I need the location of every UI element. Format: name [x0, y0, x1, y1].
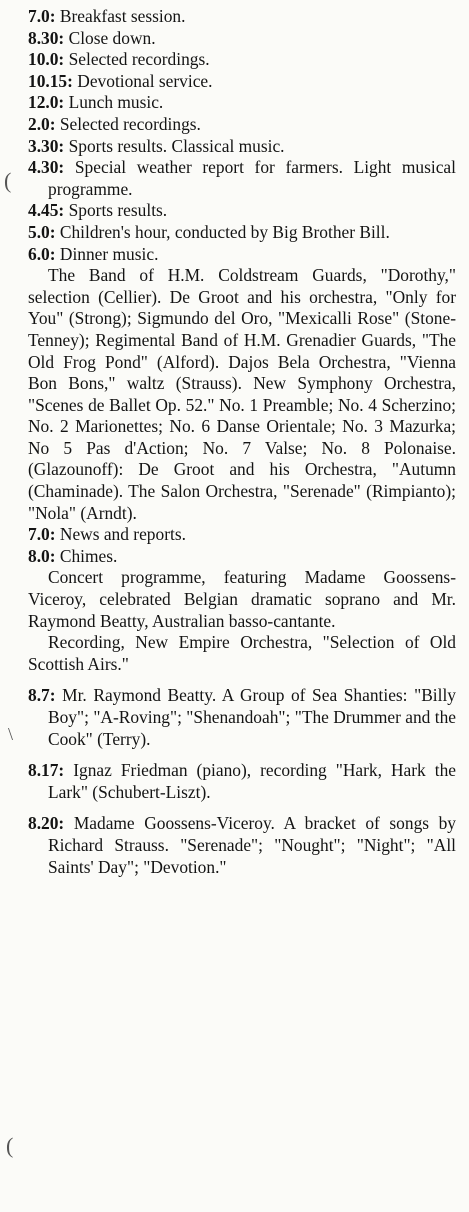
entry-time: 2.0: — [28, 113, 56, 134]
entry-time: 8.20: — [28, 813, 65, 834]
entry-text: Madame Goossens-Viceroy. A bracket of songs by Richard Strauss. "Serenade"; "Nought"; "Night"; "All Saints' Day"; "Devotion." — [48, 813, 456, 877]
concert-intro: Concert programme, featuring Madame Goossens-Viceroy, celebrated Belgian dramatic soprano and Mr. Raymond Beatty, Australian basso-cantante. — [28, 567, 456, 631]
programme-entry — [28, 244, 456, 266]
programme-entry — [28, 200, 456, 222]
margin-pencil-mark: \ — [8, 724, 14, 744]
entry-text: Sports results. — [68, 200, 168, 221]
entry-text: Mr. Raymond Beatty. A Group of Sea Shanties: "Billy Boy"; "A-Roving"; "Shenandoah"; "The Drummer and the Cook" (Terry). — [48, 685, 456, 749]
programme-entry — [28, 6, 456, 28]
programme-entry — [28, 136, 456, 158]
entry-text: Selected recordings. — [68, 49, 210, 70]
programme-entry — [28, 114, 456, 136]
entry-text: Dinner music. — [59, 243, 159, 264]
entry-text: Ignaz Friedman (piano), recording "Hark, Hark the Lark" (Schubert-Liszt). — [48, 760, 456, 802]
entry-time: 7.0: — [28, 6, 56, 26]
entry-time: 5.0: — [28, 221, 56, 242]
margin-pencil-mark: ( — [4, 168, 12, 193]
entry-time: 4.45: — [28, 200, 65, 221]
programme-entry — [28, 28, 456, 50]
programme-entry — [28, 813, 456, 878]
programme-entry — [28, 157, 456, 200]
entry-time: 10.15: — [28, 70, 73, 91]
entry-text: Breakfast session. — [59, 6, 186, 26]
programme-entry — [28, 92, 456, 114]
programme-entry — [28, 71, 456, 93]
entry-time: 3.30: — [28, 135, 65, 156]
programme-entry — [28, 685, 456, 750]
programme-entry — [28, 222, 456, 244]
margin-pencil-mark: ( — [6, 1133, 14, 1158]
entry-time: 8.30: — [28, 27, 65, 48]
programme-entry — [28, 546, 456, 568]
entry-time: 6.0: — [28, 243, 56, 264]
entry-text: Special weather report for farmers. Light musical programme. — [48, 157, 456, 199]
radio-programme-column — [28, 6, 456, 878]
entry-time: 7.0: — [28, 524, 56, 545]
programme-entry — [28, 49, 456, 71]
entry-text: Sports results. Classical music. — [68, 135, 285, 156]
dinner-music-details: The Band of H.M. Coldstream Guards, "Dorothy," selection (Cellier). De Groot and his orchestra, "Only for You" (Strong); Sigmundo del Oro, "Mexicalli Rose" (Stone-Tenney); Regimental Band of H.M. Grenadier Guards, "The Old Frog Pond" (Alford). Dajos Bela Orchestra, "Vienna Bon Bons," waltz (Strauss). New Symphony Orchestra, "Scenes de Ballet Op. 52." No. 1 Preamble; No. 4 Scherzino; No. 2 Marionettes; No. 6 Danse Orientale; No. 3 Mazurka; No 5 Pas d'Action; No. 7 Valse; No. 8 Polonaise. (Glazounoff): De Groot and his Orchestra, "Autumn (Chaminade). The Salon Orchestra, "Serenade" (Rimpianto); "Nola" (Arndt). — [28, 265, 456, 523]
programme-entry — [28, 524, 456, 546]
entry-text: News and reports. — [59, 524, 186, 545]
entry-text: Close down. — [68, 27, 156, 48]
entry-time: 8.7: — [28, 685, 56, 706]
entry-time: 4.30: — [28, 157, 65, 178]
entry-text: Devotional service. — [77, 70, 213, 91]
entry-text: Children's hour, conducted by Big Brother Bill. — [59, 221, 390, 242]
entry-time: 8.17: — [28, 760, 65, 781]
entry-text: Chimes. — [59, 545, 118, 566]
entry-time: 8.0: — [28, 545, 56, 566]
entry-text: Selected recordings. — [59, 113, 201, 134]
entry-time: 10.0: — [28, 49, 65, 70]
entry-time: 12.0: — [28, 92, 65, 113]
concert-recording: Recording, New Empire Orchestra, "Selection of Old Scottish Airs." — [28, 632, 456, 674]
entry-text: Lunch music. — [68, 92, 164, 113]
programme-entry — [28, 760, 456, 803]
